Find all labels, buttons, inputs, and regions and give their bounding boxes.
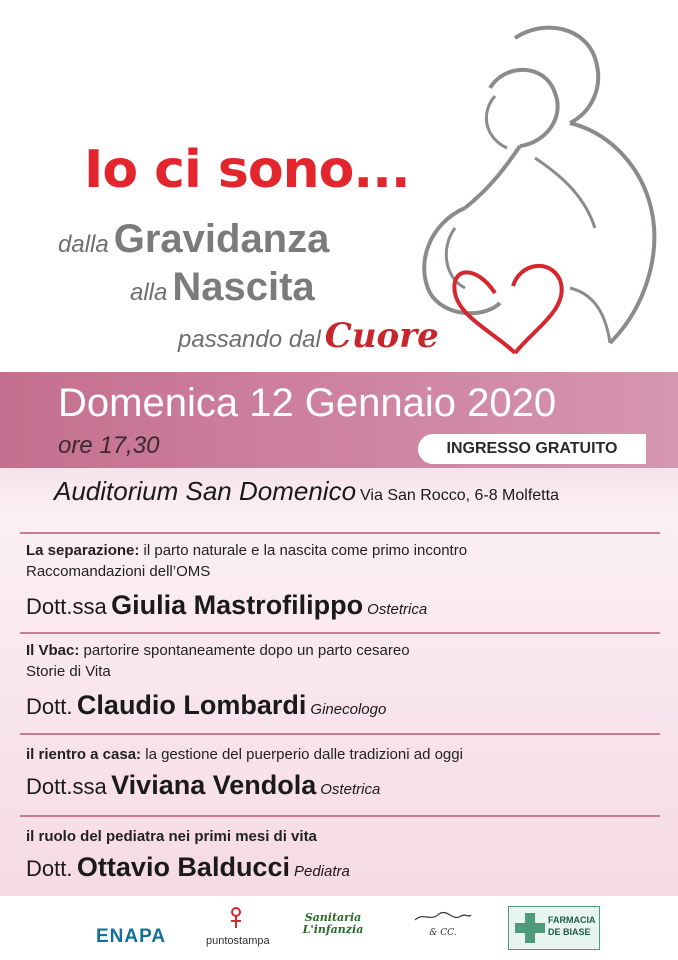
divider	[20, 815, 660, 817]
speaker-2-role: Ginecologo	[310, 701, 387, 718]
farmacia-line-1: FARMACIA	[548, 915, 596, 925]
topic-3-line-1	[26, 746, 463, 763]
divider	[20, 532, 660, 534]
subtitle-big-1: Gravidanza	[113, 217, 330, 261]
header-area	[0, 0, 678, 372]
puntostampa-logo-icon	[228, 906, 244, 930]
speaker-4-title: Dott.	[26, 856, 73, 881]
sanitaria-logo	[298, 912, 368, 936]
farmacia-line-2: DE BIASE	[548, 927, 591, 937]
subtitle-small-1: dalla	[58, 231, 109, 258]
topic-1-text: il parto naturale e la nascita come primo incontro	[139, 542, 468, 559]
divider	[20, 632, 660, 634]
subtitle-small-3: passando dal	[178, 326, 321, 353]
event-time: ore 17,30	[58, 432, 160, 459]
subtitle-small-2: alla	[130, 279, 168, 306]
subtitle-big-2: Nascita	[172, 265, 315, 309]
topic-1-bold: La separazione:	[26, 542, 140, 559]
topic-3-text: la gestione del puerperio dalle tradizioni ad oggi	[141, 746, 463, 763]
topic-2-line-2: Storie di Vita	[26, 663, 111, 680]
speaker-4-role: Pediatra	[293, 863, 350, 880]
speaker-1	[26, 590, 427, 621]
topic-2-bold: Il Vbac:	[26, 642, 80, 659]
speaker-2-title: Dott.	[26, 694, 73, 719]
pharmacy-cross-icon	[515, 913, 545, 943]
topic-1-line-1	[26, 542, 467, 559]
free-entry-badge: INGRESSO GRATUITO	[418, 434, 646, 464]
topic-4-line-1	[26, 828, 317, 845]
event-title: Io ci sono...	[84, 140, 410, 200]
sanitaria-line-1: Sanitaria	[304, 911, 362, 924]
puntostampa-logo: puntostampa	[206, 935, 270, 947]
speaker-2-name: Claudio Lombardi	[76, 690, 307, 720]
venue-address: Via San Rocco, 6-8 Molfetta	[360, 487, 559, 504]
speaker-3-name: Viviana Vendola	[111, 770, 317, 800]
topic-2-text: partorire spontaneamente dopo un parto cesareo	[79, 642, 410, 659]
topic-2-line-1	[26, 642, 410, 659]
event-date: Domenica 12 Gennaio 2020	[58, 381, 557, 425]
topic-3-bold: il rientro a casa:	[26, 746, 142, 763]
speaker-1-role: Ostetrica	[367, 601, 428, 618]
venue	[54, 476, 559, 507]
speaker-3-role: Ostetrica	[320, 781, 381, 798]
speaker-2	[26, 690, 386, 721]
topic-1-line-2: Raccomandazioni dell’OMS	[26, 563, 211, 580]
speaker-3-title: Dott.ssa	[26, 774, 107, 799]
venue-name: Auditorium San Domenico	[54, 476, 357, 506]
topic-4-bold: il ruolo del pediatra nei primi mesi di vita	[26, 828, 317, 845]
sanitaria-line-2: L'infanzia	[302, 923, 364, 936]
heart-co-text: & CC.	[429, 928, 457, 938]
heart-co-logo	[408, 910, 478, 939]
signature-logo-icon	[413, 910, 473, 924]
speaker-1-title: Dott.ssa	[26, 594, 107, 619]
speaker-4	[26, 852, 350, 883]
enapa-logo: ENAPA	[96, 926, 167, 947]
mother-child-illustration	[395, 18, 665, 358]
subtitle-line-1	[58, 217, 329, 262]
speaker-4-name: Ottavio Balducci	[76, 852, 290, 882]
farmacia-label	[548, 914, 596, 938]
speaker-3	[26, 770, 380, 801]
cuore-script: Cuore	[324, 316, 439, 356]
subtitle-line-2	[130, 265, 315, 310]
speaker-1-name: Giulia Mastrofilippo	[111, 590, 364, 620]
divider	[20, 733, 660, 735]
subtitle-line-3	[178, 316, 439, 356]
